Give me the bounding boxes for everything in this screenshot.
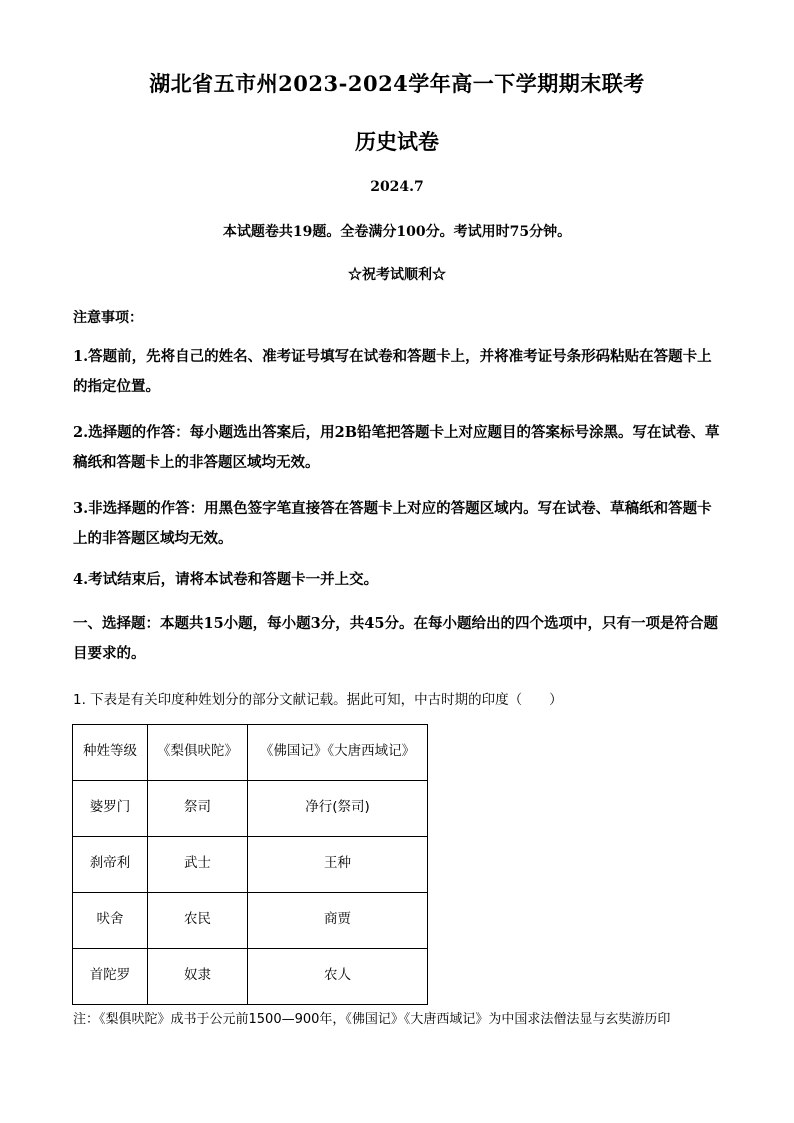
- notice-item-4: 4.考试结束后，请将本试卷和答题卡一并上交。: [73, 571, 379, 588]
- table-cell: 婆罗门: [73, 781, 148, 837]
- table-header-cell: 《梨俱吠陀》: [148, 725, 248, 781]
- exam-summary: 本试题卷共19题。全卷满分100分。考试用时75分钟。: [222, 224, 572, 240]
- table-cell: 农民: [148, 893, 248, 949]
- table-row: [73, 893, 428, 949]
- table-note: 注：《梨俱吠陀》成书于公元前1500—900年，《佛国记》《大唐西域记》为中国求法僧法显与玄奘游历印: [73, 1012, 671, 1027]
- caste-table: [72, 724, 428, 1005]
- table-cell: 武士: [148, 837, 248, 893]
- table-cell: 吠舍: [73, 893, 148, 949]
- section-heading: 一、选择题：本题共15小题，每小题3分，共45分。在每小题给出的四个选项中，只有一项是符合题目要求的。: [73, 615, 718, 662]
- notice-item-1: 1.答题前，先将自己的姓名、准考证号填写在试卷和答题卡上，并将准考证号条形码粘贴在答题卡上的指定位置。: [73, 348, 712, 395]
- notice-item-2: 2.选择题的作答：每小题选出答案后，用2B铅笔把答题卡上对应题目的答案标号涂黑。写在试卷、草稿纸和答题卡上的非答题区域均无效。: [73, 424, 720, 471]
- table-row: [73, 949, 428, 1005]
- table-header-cell: 《佛国记》《大唐西域记》: [248, 725, 428, 781]
- table-row: [73, 837, 428, 893]
- table-header-cell: 种姓等级: [73, 725, 148, 781]
- exam-date: 2024.7: [370, 179, 424, 195]
- table-cell: 祭司: [148, 781, 248, 837]
- table-cell: 首陀罗: [73, 949, 148, 1005]
- exam-title: 湖北省五市州2023-2024学年高一下学期期末联考: [149, 71, 645, 96]
- table-cell: 商贾: [248, 893, 428, 949]
- table-cell: 奴隶: [148, 949, 248, 1005]
- table-cell: 刹帝利: [73, 837, 148, 893]
- notice-item-3: 3.非选择题的作答：用黑色签字笔直接答在答题卡上对应的答题区域内。写在试卷、草稿纸和答题卡上的非答题区域均无效。: [73, 500, 712, 547]
- notice-heading: 注意事项：: [73, 310, 143, 326]
- subject-title: 历史试卷: [355, 129, 439, 154]
- table-cell: 王种: [248, 837, 428, 893]
- table-cell: 农人: [248, 949, 428, 1005]
- question-1-stem: 1. 下表是有关印度种姓划分的部分文献记载。据此可知，中古时期的印度（ ）: [73, 692, 563, 708]
- good-luck-line: ☆祝考试顺利☆: [348, 267, 446, 283]
- table-row: [73, 781, 428, 837]
- table-header-row: [73, 725, 428, 781]
- table-cell: 净行(祭司): [248, 781, 428, 837]
